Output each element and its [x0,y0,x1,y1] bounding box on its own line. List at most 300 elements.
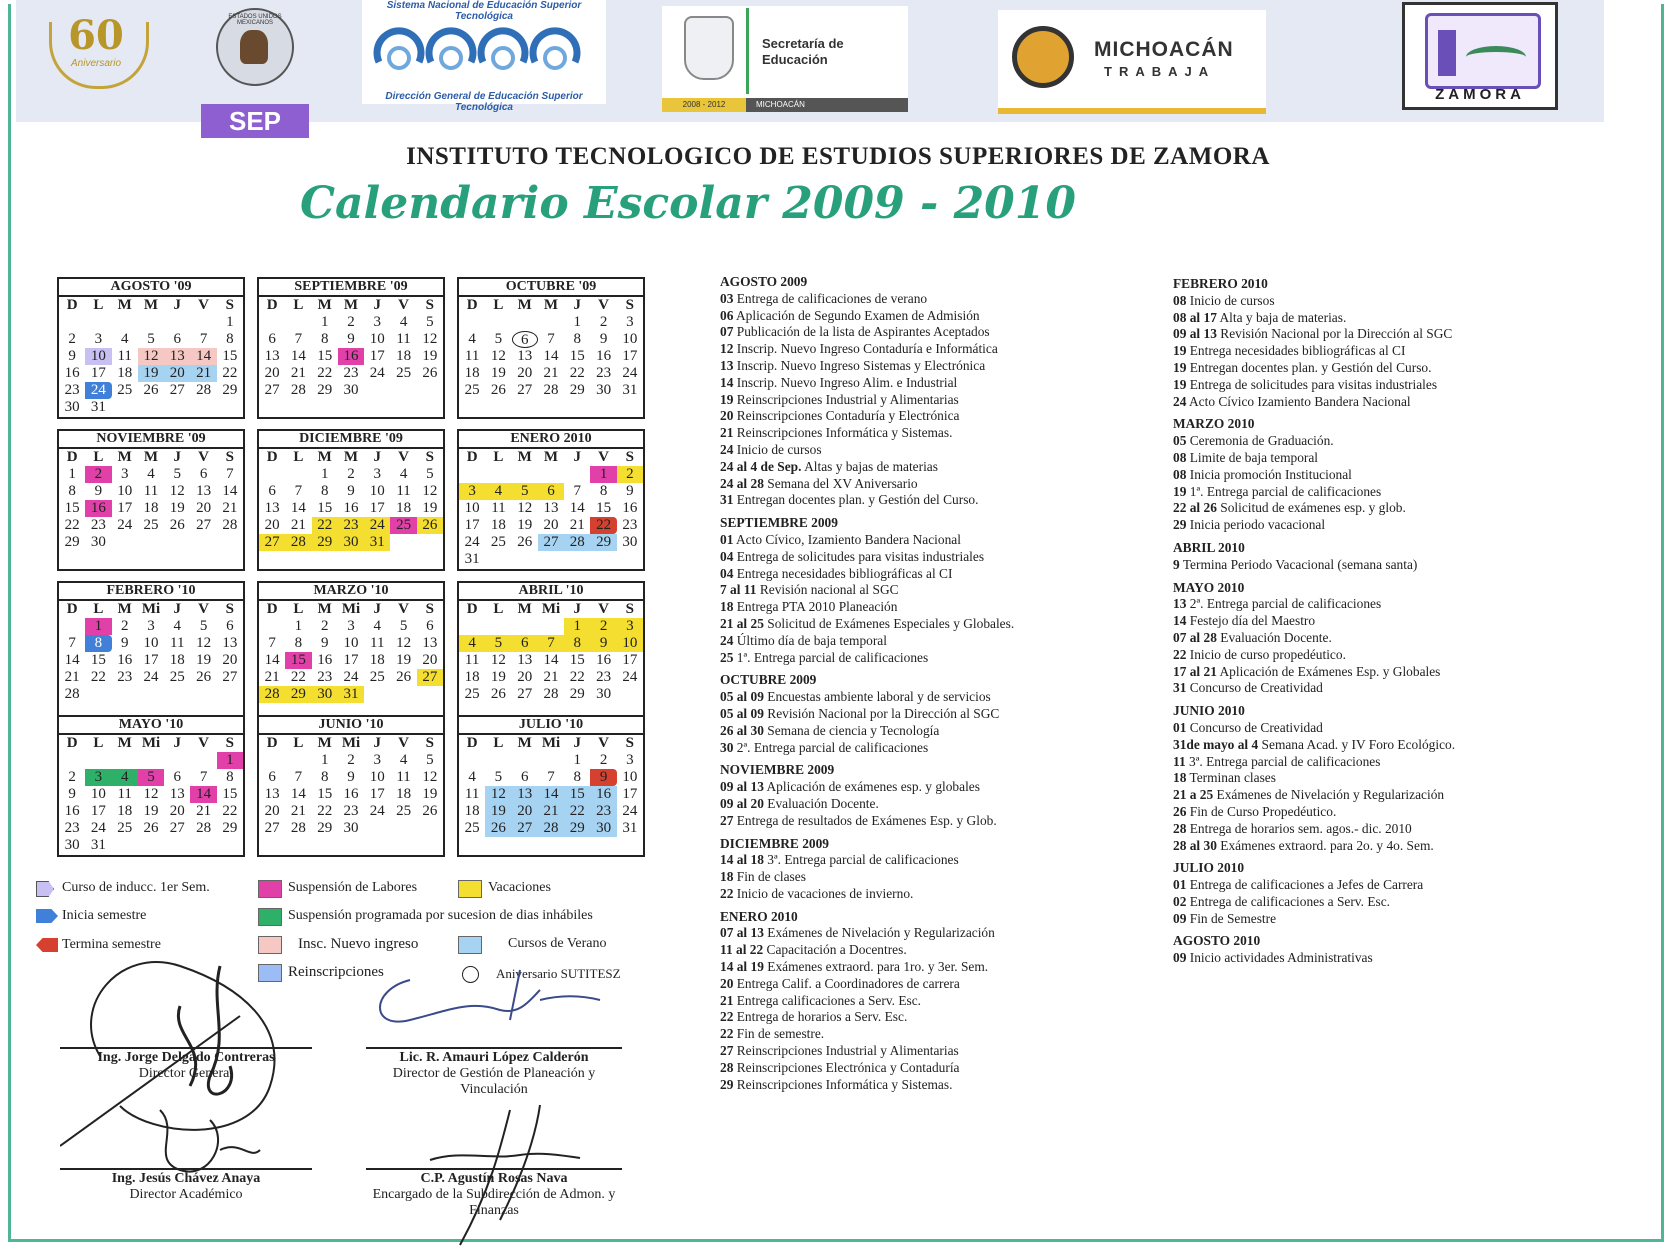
event-text: Entrega PTA 2010 Planeación [736,599,898,615]
event-date: 19 [1173,483,1187,499]
day-cell: 25 [464,686,480,702]
day-cell: 17 [369,500,385,516]
day-cell: 29 [222,382,238,398]
day-cell: 21 [569,517,585,533]
day-cell: 30 [596,686,612,702]
month-title: AGOSTO '09 [59,279,243,297]
event-text: Festejo día del Maestro [1189,613,1316,629]
day-cell: 29 [569,686,585,702]
weekday-label: M [517,601,532,617]
day-cell: 16 [622,500,638,516]
event-text: Inicio de curso propedéutico. [1189,646,1346,662]
event-item [720,425,1140,442]
day-cell: 9 [68,786,76,802]
event-text: Publicación de la lista de Aspirantes Aceptados [736,324,990,340]
event-item [1173,950,1603,967]
day-cell: 20 [517,365,533,381]
event-item [1173,326,1603,343]
weekday-label: J [173,449,182,465]
day-cell: 23 [590,803,616,820]
day-cell: 20 [264,365,280,381]
event-item [1173,680,1603,697]
event-text: 3ª. Entrega parcial de calificaciones [1189,753,1381,769]
day-cell: 14 [543,348,559,364]
weekday-label: S [625,601,635,617]
day-cell: 12 [138,348,164,365]
day-cell: 10 [90,786,106,802]
weekday-label: L [493,449,504,465]
event-text: Reinscripciones Informática y Sistemas. [736,1076,953,1092]
day-cell: 21 [264,669,280,685]
event-item [1173,310,1603,327]
day-cell: 17 [622,348,638,364]
day-grid [259,314,443,399]
day-cell: 1 [294,618,303,634]
event-date: 27 [720,812,734,828]
event-text: Revisión Nacional por la Dirección al SGC [767,705,1000,721]
day-cell: 25 [117,820,133,836]
sep-seal-text: ESTADOS UNIDOS MEXICANOS [228,14,282,26]
day-cell: 28 [64,686,80,702]
weekday-label: D [266,297,278,313]
day-cell: 13 [543,500,559,516]
event-text: Exámenes extraord. para 2o. y 4o. Sem. [1220,837,1434,853]
day-cell: 18 [396,348,412,364]
day-cell: 27 [538,534,564,551]
day-cell: 9 [347,769,355,785]
event-item [720,492,1140,509]
legend-suspension-programada-label: Suspensión programada por sucesion de dias inhábiles [288,908,593,923]
day-cell: 10 [464,500,480,516]
day-cell: 18 [464,803,480,819]
day-cell: 7 [268,635,276,651]
day-cell: 28 [196,820,212,836]
weekday-label: V [198,297,209,313]
event-date: 28 [720,1059,734,1075]
event-date: 20 [720,975,734,991]
weekday-label: M [143,449,159,465]
day-grid [59,314,243,416]
day-grid [259,752,443,837]
day-cell: 9 [120,635,129,651]
day-cell: 8 [320,331,329,347]
day-cell: 6 [226,618,234,634]
day-cell: 10 [143,635,159,651]
event-date: 18 [720,869,734,885]
empty-day [59,752,85,769]
day-cell: 4 [468,769,476,785]
day-cell: 18 [464,669,480,685]
day-cell: 12 [490,652,506,668]
day-cell: 5 [485,635,511,652]
day-cell: 18 [490,517,506,533]
day-cell: 31 [90,837,106,853]
events-column-right [1173,276,1603,967]
weekday-label: V [598,449,609,465]
day-cell: 4 [485,483,511,500]
day-cell: 6 [512,331,538,348]
weekday-label: L [93,449,104,465]
weekday-header [259,297,443,314]
event-date: 07 al 13 [720,925,764,941]
event-text: Concurso de Creatividad [1189,680,1323,696]
day-cell: 17 [622,652,638,668]
day-cell: 13 [169,786,185,802]
event-text: Inscrip. Nuevo Ingreso Contaduría e Informática [736,341,998,357]
event-text: Inicio de vacaciones de invierno. [736,885,914,901]
sep-label: SEP [201,104,309,138]
day-cell: 20 [512,803,538,820]
empty-day [59,314,85,331]
day-cell: 3 [617,618,643,635]
day-cell: 1 [573,314,582,330]
day-cell: 29 [317,820,333,836]
event-item [1173,613,1603,630]
day-cell: 28 [259,686,285,703]
event-item [720,1009,1140,1026]
empty-day [259,314,285,331]
day-cell: 4 [173,618,182,634]
day-cell: 30 [622,534,638,550]
day-cell: 9 [320,635,329,651]
day-cell: 14 [222,483,238,499]
day-cell: 5 [173,466,182,482]
day-cell: 13 [264,348,280,364]
event-date: 9 [1173,556,1180,572]
signature-line-2 [366,1047,622,1049]
signature-name: C.P. Agustín Rosas Nava [420,1171,568,1186]
empty-day [459,314,485,331]
day-cell: 26 [169,517,185,533]
weekday-label: J [573,735,582,751]
event-item [1173,770,1603,787]
event-date: 09 al 13 [720,779,764,795]
event-item [1173,664,1603,681]
event-text: Revisión nacional al SGC [759,582,899,598]
event-month-title: ENERO 2010 [720,908,798,924]
weekday-label: D [66,601,78,617]
weekday-label: M [517,297,532,313]
day-cell: 19 [490,365,506,381]
day-grid [59,752,243,854]
day-cell: 22 [290,669,306,685]
secretaria-text: Secretaría de Educación [762,36,844,67]
empty-day [259,466,285,483]
event-item [720,582,1140,599]
day-cell: 30 [64,837,80,853]
day-cell: 18 [143,500,159,516]
event-date: 09 al 13 [1173,326,1217,342]
event-item [720,599,1140,616]
event-item [1173,500,1603,517]
day-cell: 31 [622,382,638,398]
day-cell: 20 [543,517,559,533]
event-item [720,1060,1140,1077]
month-title: ABRIL '10 [459,583,643,601]
event-date: 13 [720,357,734,373]
day-cell: 24 [622,803,638,819]
event-item [1173,293,1603,310]
day-cell: 19 [485,803,511,820]
event-text: Ceremonia de Graduación. [1189,433,1334,449]
day-cell: 4 [399,466,408,482]
day-cell: 30 [64,399,80,415]
weekday-label: M [517,449,532,465]
event-month-title: MAYO 2010 [1173,579,1245,595]
day-cell: 11 [396,769,411,785]
empty-day [512,752,538,769]
event-month-title: MARZO 2010 [1173,416,1255,432]
day-cell: 2 [320,618,329,634]
event-text: Semana de ciencia y Tecnología [767,722,940,738]
day-cell: 7 [294,331,303,347]
day-grid [459,752,643,837]
day-cell: 15 [569,348,585,364]
weekday-label: Mi [541,735,561,751]
month-calendar [457,715,645,857]
empty-day [138,752,164,769]
event-item [720,1077,1140,1094]
day-cell: 2 [68,331,76,347]
day-cell: 27 [169,820,185,836]
events-column-left [720,274,1140,1093]
month-title: MAYO '10 [59,717,243,735]
month-calendar [457,429,645,571]
day-cell: 15 [596,500,612,516]
day-cell: 19 [490,669,506,685]
event-text: Fin de clases [736,869,806,885]
event-text: Altas y bajas de materias [804,458,938,474]
empty-day [112,752,138,769]
day-cell: 5 [494,331,503,347]
event-date: 22 [1173,646,1187,662]
weekday-label: L [293,735,304,751]
event-date: 24 al 28 [720,475,764,491]
day-cell: 15 [317,348,333,364]
day-cell: 12 [143,786,159,802]
event-text: Inicio de cursos [736,441,822,457]
day-cell: 28 [290,382,306,398]
day-cell: 6 [520,769,529,785]
event-item [720,408,1140,425]
swatch-vacaciones [458,880,482,898]
day-cell: 11 [117,786,132,802]
day-cell: 2 [347,752,355,768]
weekday-label: S [425,735,435,751]
event-date: 28 al 30 [1173,837,1217,853]
event-date: 04 [720,548,734,564]
day-cell: 1 [85,618,111,635]
empty-day [59,618,85,635]
event-date: 26 [1173,803,1187,819]
event-item [720,706,1140,723]
month-calendar [57,277,245,419]
day-cell: 26 [422,803,438,819]
day-cell: 15 [317,500,333,516]
day-cell: 24 [369,365,385,381]
day-cell: 25 [390,517,416,534]
day-cell: 5 [147,331,155,347]
event-text: Acto Cívico Izamiento Bandera Nacional [1189,393,1411,409]
weekday-label: D [466,449,478,465]
empty-day [485,314,511,331]
event-text: Inicio actividades Administrativas [1189,950,1373,966]
weekday-label: V [198,449,209,465]
legend-suspension-label: Suspensión de Labores [288,880,418,895]
event-item [720,650,1140,667]
day-cell: 16 [117,652,133,668]
event-item [1173,737,1603,754]
weekday-header [259,601,443,618]
day-cell: 22 [590,517,616,534]
day-cell: 16 [317,652,333,668]
day-cell: 17 [464,517,480,533]
weekday-label: J [573,449,582,465]
day-cell: 12 [517,500,533,516]
signature-role: Director de Gestión de Planeación y Vinculación [392,1066,596,1097]
day-cell: 30 [312,686,338,703]
day-cell: 23 [338,517,364,534]
event-item [720,740,1140,757]
day-cell: 28 [543,382,559,398]
legend-insc-nuevo-label: Insc. Nuevo ingreso [298,936,419,952]
swatch-suspension [258,880,282,898]
day-cell: 28 [222,517,238,533]
month-calendar [457,277,645,419]
event-date: 21 [720,425,734,441]
event-date: 22 [720,1026,734,1042]
event-date: 18 [1173,770,1187,786]
michoacan-sub: TRABAJA [1104,64,1216,79]
event-date: 14 al 19 [720,959,764,975]
event-date: 06 [720,307,734,323]
secretaria-years: 2008 - 2012 [662,98,746,112]
event-item [720,375,1140,392]
event-item [720,1043,1140,1060]
day-cell: 23 [343,365,359,381]
event-text: 1ª. Entrega parcial de calificaciones [1189,483,1382,499]
event-date: 03 [720,290,734,306]
day-cell: 22 [317,803,333,819]
day-cell: 18 [117,365,133,381]
day-cell: 11 [464,652,480,668]
day-cell: 22 [90,669,106,685]
weekday-label: V [398,735,409,751]
weekday-label: D [66,449,78,465]
day-cell: 4 [468,331,476,347]
weekday-label: D [466,297,478,313]
event-date: 26 al 30 [720,722,764,738]
event-item [1173,804,1603,821]
day-cell: 27 [517,686,533,702]
event-date: 21 al 25 [720,615,764,631]
day-cell: 3 [459,483,485,500]
day-cell: 29 [317,382,333,398]
day-cell: 26 [490,686,506,702]
event-text: Evaluación Docente. [1220,629,1332,645]
day-cell: 19 [422,500,438,516]
day-cell: 27 [259,534,285,551]
weekday-label: M [543,449,559,465]
weekday-label: S [425,297,435,313]
event-date: 31de mayo al 4 [1173,736,1259,752]
event-text: Entrega de solicitudes para visitas industriales [1189,376,1438,392]
empty-day [85,314,111,331]
day-cell: 12 [485,786,511,803]
event-item [720,959,1140,976]
event-month-title: JUNIO 2010 [1173,703,1245,719]
weekday-label: L [293,449,304,465]
event-date: 11 [1173,753,1186,769]
event-text: Inicia promoción Institucional [1189,466,1352,482]
weekday-label: M [343,449,359,465]
day-grid [259,618,443,703]
event-text: Entrega necesidades bibliográficas al CI [1189,343,1406,359]
empty-day [285,466,311,483]
event-item [1173,720,1603,737]
empty-day [538,618,564,635]
event-text: Aplicación de Segundo Examen de Admisión [736,307,980,323]
day-cell: 8 [320,769,329,785]
day-cell: 15 [317,786,333,802]
day-cell: 14 [290,348,306,364]
weekday-label: S [225,735,235,751]
event-date: 14 [720,374,734,390]
day-cell: 1 [564,618,590,635]
event-text: Reinscripciones Industrial y Alimentarias [736,1043,959,1059]
event-item [1173,343,1603,360]
event-text: Alta y baja de materias. [1219,309,1347,325]
day-cell: 22 [564,803,590,820]
day-cell: 10 [369,769,385,785]
day-cell: 2 [120,618,129,634]
day-cell: 14 [569,500,585,516]
event-date: 04 [720,565,734,581]
day-cell: 1 [320,752,329,768]
empty-day [164,314,190,331]
day-cell: 22 [312,517,338,534]
day-cell: 30 [590,820,616,837]
swatch-cursos-verano [458,936,482,954]
day-cell: 13 [517,652,533,668]
event-item [720,852,1140,869]
weekday-label: Mi [141,735,161,751]
day-cell: 2 [599,314,608,330]
day-cell: 2 [85,466,111,483]
day-cell: 26 [517,534,533,550]
event-item [720,779,1140,796]
day-cell: 7 [573,483,582,499]
day-cell: 8 [564,635,590,652]
weekday-label: J [573,601,582,617]
event-date: 20 [720,408,734,424]
event-date: 05 [1173,433,1187,449]
day-cell: 6 [268,331,276,347]
day-cell: 10 [117,483,133,499]
day-cell: 6 [512,635,538,652]
day-cell: 8 [573,769,582,785]
day-cell: 29 [285,686,311,703]
event-item [1173,894,1603,911]
event-date: 14 al 18 [720,852,764,868]
day-cell: 10 [617,635,643,652]
weekday-label: S [225,449,235,465]
event-text: Encuestas ambiente laboral y de servicios [767,689,991,705]
weekday-label: V [198,601,209,617]
legend-reinscripciones-label: Reinscripciones [288,964,384,980]
day-cell: 13 [512,786,538,803]
day-cell: 12 [422,769,438,785]
